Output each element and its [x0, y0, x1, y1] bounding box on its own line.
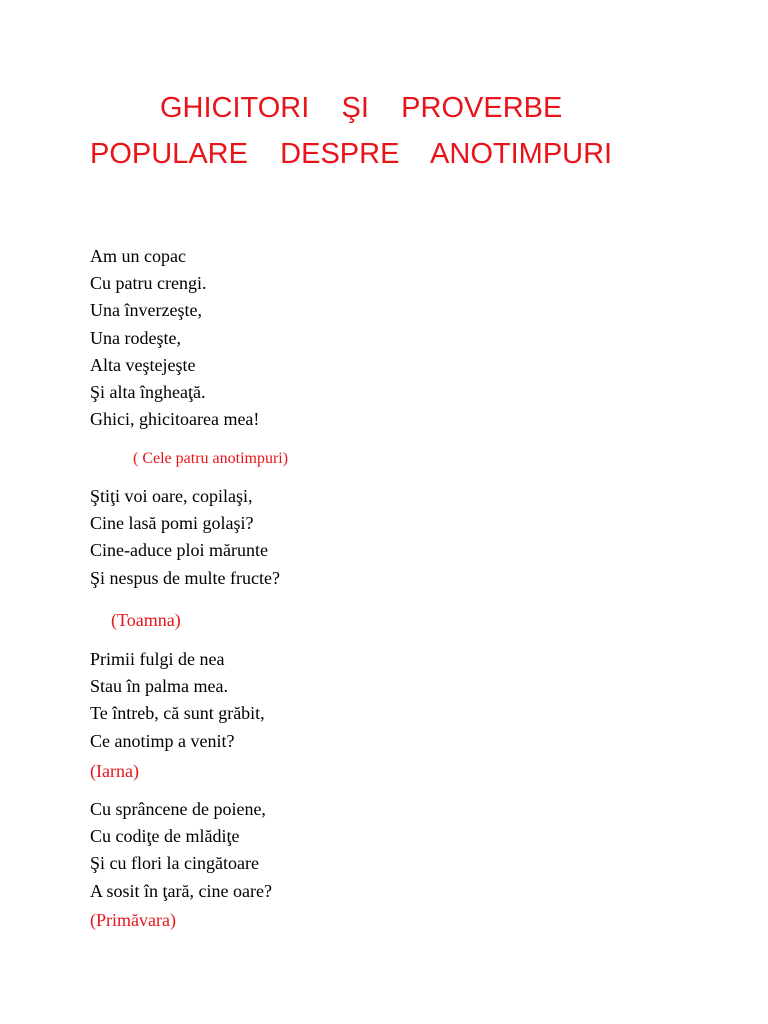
riddle-line: Ghici, ghicitoarea mea! [90, 409, 260, 430]
riddle-1-answer: ( Cele patru anotimpuri) [133, 450, 289, 467]
page-title-line-2: POPULARE DESPRE ANOTIMPURI [90, 138, 613, 170]
riddle-1 [90, 243, 259, 433]
riddle-line: Alta veştejeşte [90, 354, 196, 375]
riddle-line: A sosit în ţară, cine oare? [90, 880, 272, 901]
riddle-line: Ce anotimp a venit? [90, 730, 235, 751]
riddle-line: Cu patru crengi. [90, 273, 207, 294]
riddle-line: Şi nespus de multe fructe? [90, 567, 280, 588]
page-title-line-1: GHICITORI ŞI PROVERBE [160, 92, 563, 124]
riddle-line: Cu sprâncene de poiene, [90, 799, 266, 819]
riddle-line: Primii fulgi de nea [90, 649, 225, 669]
riddle-line: Şi alta îngheaţă. [90, 381, 206, 402]
riddle-line: Stau în palma mea. [90, 676, 228, 697]
riddle-4 [90, 796, 272, 905]
riddle-line: Şi cu flori la cingătoare [90, 853, 259, 874]
riddle-line: Ştiţi voi oare, copilaşi, [90, 486, 253, 506]
riddle-line: Te întreb, că sunt grăbit, [90, 703, 265, 724]
riddle-line: Am un copac [90, 246, 186, 266]
riddle-2-answer: (Toamna) [111, 610, 181, 630]
riddle-line: Cine-aduce ploi mărunte [90, 540, 268, 561]
riddle-line: Una rodeşte, [90, 327, 181, 348]
riddle-line: Cu codiţe de mlădiţe [90, 826, 240, 847]
riddle-2 [90, 483, 280, 592]
riddle-4-answer: (Primăvara) [90, 910, 176, 930]
riddle-line: Cine lasă pomi golaşi? [90, 513, 254, 534]
riddle-line: Una înverzeşte, [90, 300, 202, 321]
riddle-3-answer: (Iarna) [90, 761, 139, 781]
riddle-3 [90, 646, 265, 755]
